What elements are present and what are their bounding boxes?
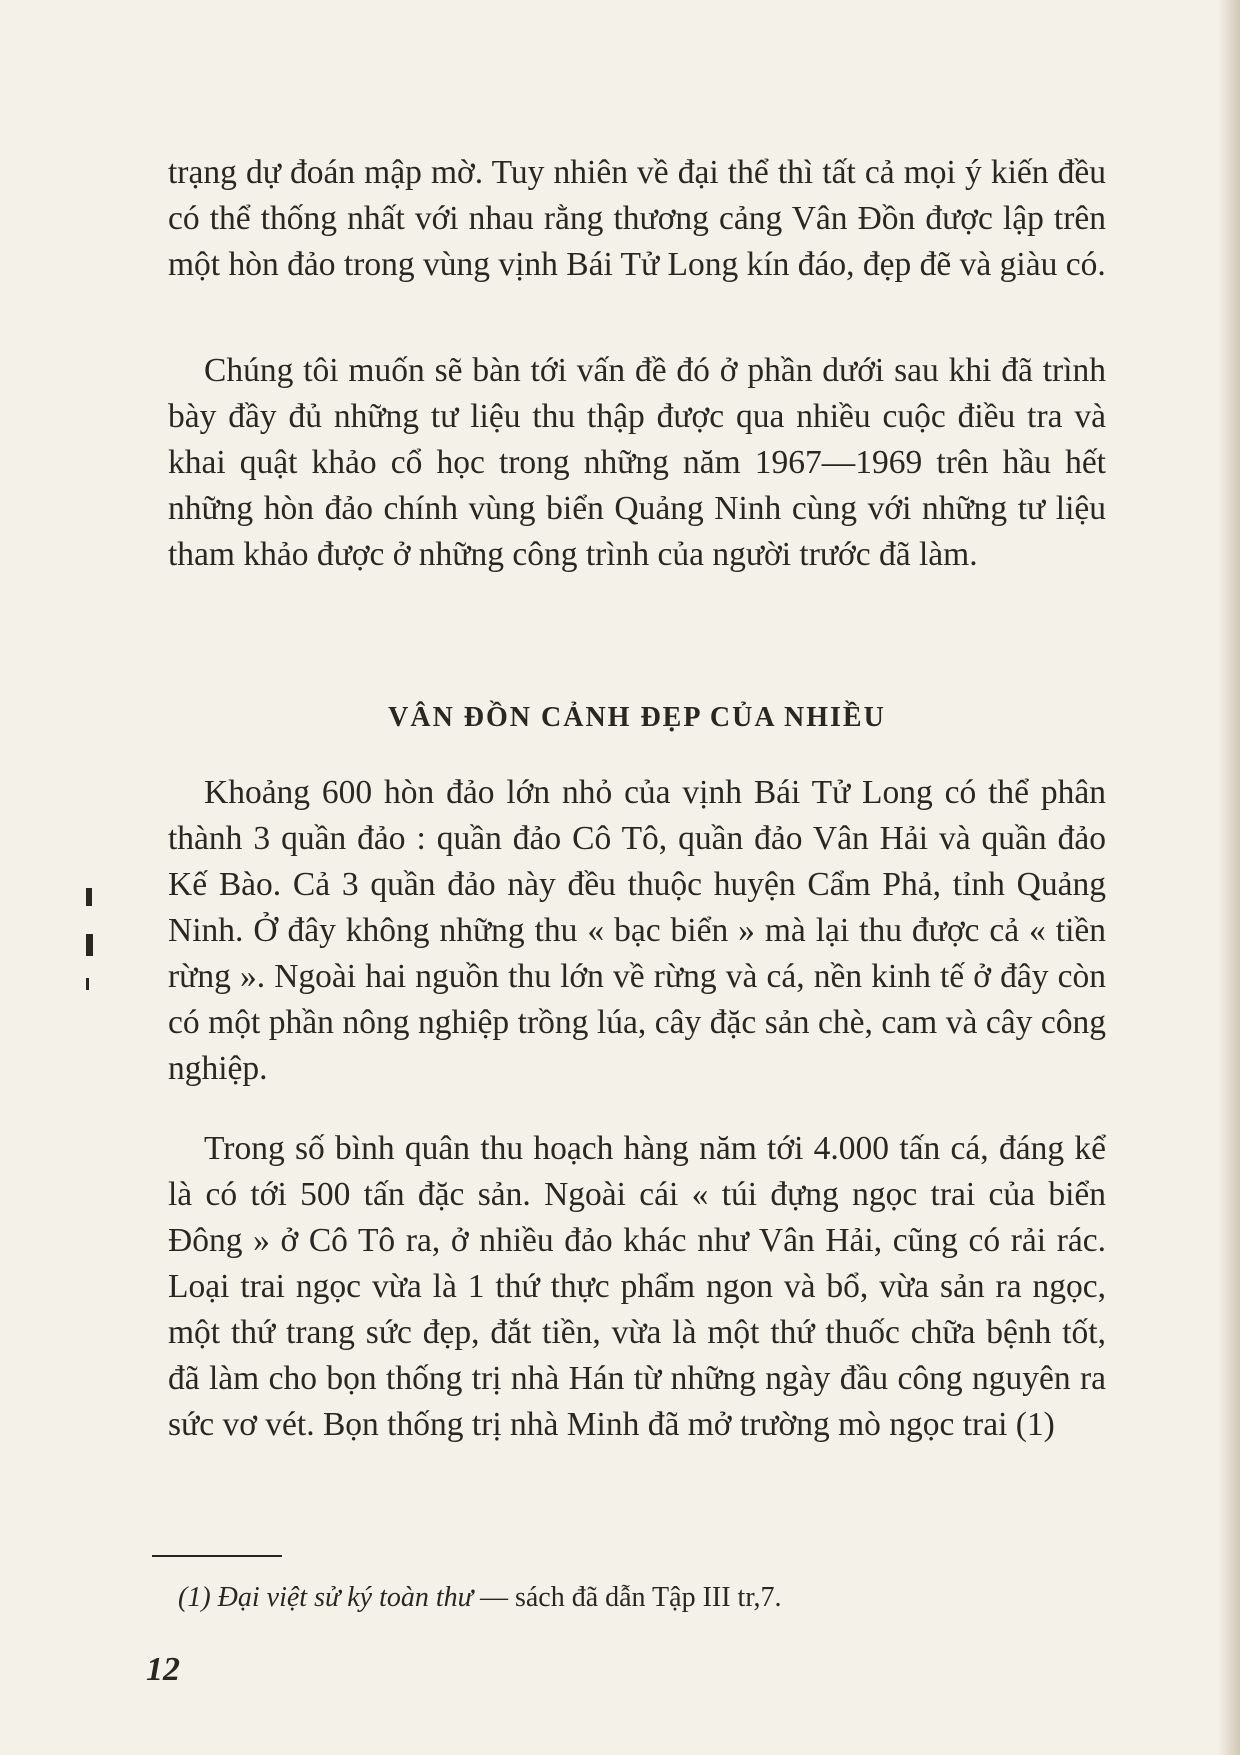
footnote-source-title: Đại việt sử ký toàn thư (217, 1582, 473, 1613)
footnote-source-detail: — sách đã dẫn Tập III tr,7. (479, 1582, 782, 1613)
page-edge-shadow (1218, 0, 1240, 1755)
paragraph-3-text: Khoảng 600 hòn đảo lớn nhỏ của vịnh Bái Tử Long có thể phân thành 3 quần đảo : quần đảo Cô Tô, quần đảo Vân Hải và quần đảo Kế Bào. Cả 3 quần đảo này đều thuộc huyện Cẩm Phả, tỉnh Quảng Ninh. Ở đây không những thu « bạc biển » mà lại thu được cả « tiền rừng ». Ngoài hai nguồn thu lớn về rừng và cá, nền kinh tế ở đây còn có một phần nông nghiệp trồng lúa, cây đặc sản chè, cam và cây công nghiệp. (168, 774, 1106, 1087)
paragraph-4-body: Trong số bình quân thu hoạch hàng năm tới 4.000 tấn cá, đáng kể là có tới 500 tấn đặc sản. Ngoài cái « túi đựng ngọc trai của biển Đông » ở Cô Tô ra, ở nhiều đảo khác như Vân Hải, cũng có rải rác. Loại trai ngọc vừa là 1 thứ thực phẩm ngon và bổ, vừa sản ra ngọc, một thứ trang sức đẹp, đắt tiền, vừa là một thứ thuốc chữa bệnh tốt, đã làm cho bọn thống trị nhà Hán từ những ngày đầu công nguyên ra sức vơ vét. Bọn thống trị nhà Minh đã mở trường mò ngọc trai (168, 1130, 1106, 1443)
paragraph-4-text (168, 1126, 1106, 1448)
page-number: 12 (146, 1651, 180, 1688)
paragraph-1 (168, 150, 1106, 288)
margin-mark (86, 978, 89, 990)
footnote-divider (152, 1555, 282, 1557)
footnote-reference: (1) (1015, 1406, 1055, 1443)
footnote-marker: (1) (178, 1582, 211, 1613)
section-heading: VÂN ĐỒN CẢNH ĐẸP CỦA NHIỀU (388, 702, 886, 733)
paragraph-2-text: Chúng tôi muốn sẽ bàn tới vấn đề đó ở phần dưới sau khi đã trình bày đầy đủ những tư liệu thu thập được qua nhiều cuộc điều tra và khai quật khảo cổ học trong những năm 1967—1969 trên hầu hết những hòn đảo chính vùng biển Quảng Ninh cùng với những tư liệu tham khảo được ở những công trình của người trước đã làm. (168, 352, 1106, 573)
paragraph-1-text: trạng dự đoán mập mờ. Tuy nhiên về đại thể thì tất cả mọi ý kiến đều có thể thống nhất với nhau rằng thương cảng Vân Đồn được lập trên một hòn đảo trong vùng vịnh Bái Tử Long kín đáo, đẹp đẽ và giàu có. (168, 154, 1106, 283)
paragraph-3 (168, 770, 1106, 1092)
margin-mark (86, 888, 92, 906)
footnote (178, 1578, 1098, 1618)
paragraph-2 (168, 348, 1106, 578)
margin-mark (86, 934, 93, 956)
paragraph-4 (168, 1126, 1106, 1448)
